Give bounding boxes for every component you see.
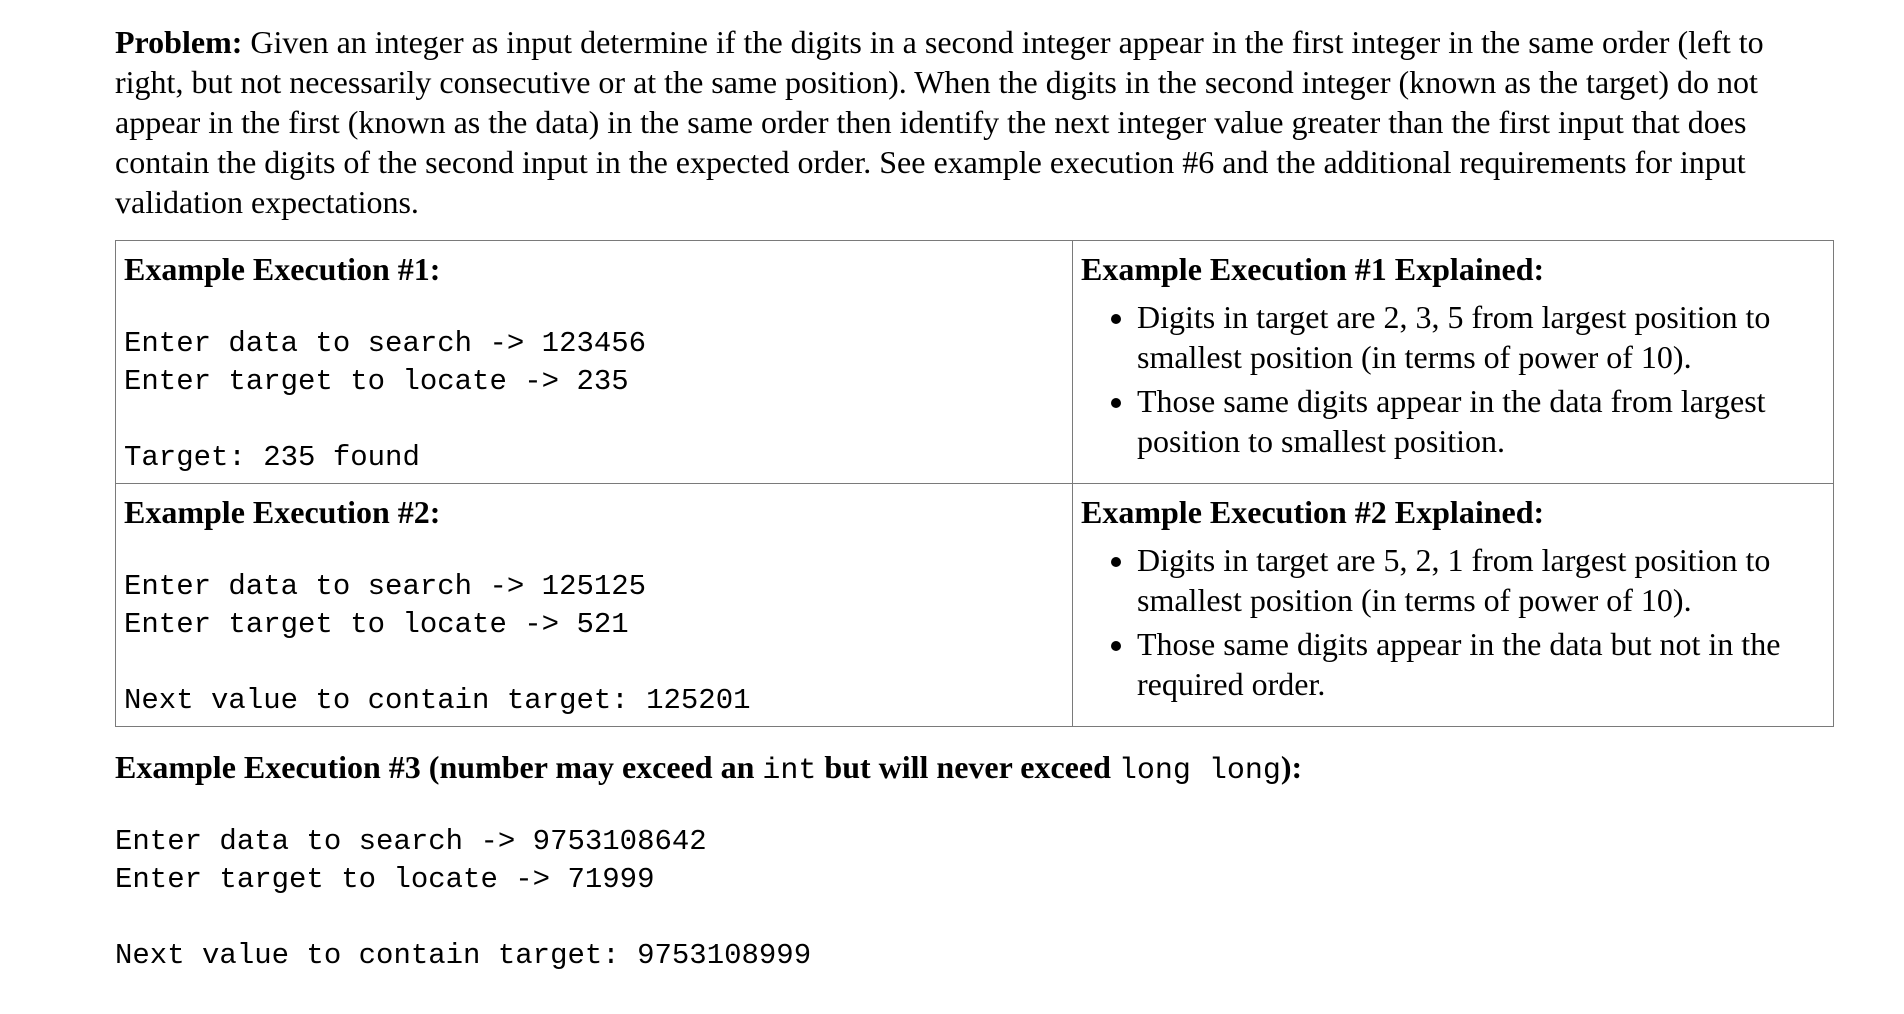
example-1-title: Example Execution #1: (124, 251, 441, 287)
example-2-bullet: • Those same digits appear in the data but not in the required order. (1137, 624, 1825, 704)
problem-statement (115, 22, 1835, 222)
example-3-code-int: int (762, 754, 817, 788)
example-1-target-line: Enter target to locate -> 235 (124, 365, 629, 398)
example-2-cell (116, 484, 1073, 727)
example-3-title (115, 747, 1835, 791)
example-1-bullet: • Those same digits appear in the data from largest position to smallest position. (1137, 381, 1825, 461)
example-2-result-line: Next value to contain target: 125201 (124, 684, 751, 717)
example-3-block (115, 823, 1835, 975)
example-1-explained-title: Example Execution #1 Explained: (1081, 251, 1545, 287)
example-3-title-part: ): (1280, 749, 1303, 785)
example-2-explained-title: Example Execution #2 Explained: (1081, 494, 1545, 530)
example-row-2 (116, 484, 1834, 727)
problem-label: Problem: (115, 24, 243, 60)
example-2-bullet-list (1081, 540, 1825, 704)
example-3-target-line: Enter target to locate -> 71999 (115, 863, 655, 896)
example-3-result-line: Next value to contain target: 9753108999 (115, 939, 812, 972)
example-2-explained-cell (1073, 484, 1834, 727)
example-1-bullet-list (1081, 297, 1825, 461)
example-2-data-line: Enter data to search -> 125125 (124, 570, 647, 603)
example-2-bullet: • Digits in target are 5, 2, 1 from largest position to smallest position (in terms of power of 10). (1137, 540, 1825, 620)
example-1-result-line: Target: 235 found (124, 441, 420, 474)
examples-table (115, 240, 1834, 727)
problem-text: Given an integer as input determine if the digits in a second integer appear in the first integer in the same order (left to right, but not necessarily consecutive or at the same position). When the digits in the second integer (known as the target) do not appear in the first (known as the data) in the same order then identify the next integer value greater than the first input that does contain the digits of the second input in the expected order. See example execution #6 and the additional requirements for input validation expectations. (115, 24, 1764, 220)
example-2-title: Example Execution #2: (124, 494, 441, 530)
example-1-cell (116, 241, 1073, 484)
example-1-explained-cell (1073, 241, 1834, 484)
example-1-bullet: • Digits in target are 2, 3, 5 from largest position to smallest position (in terms of power of 10). (1137, 297, 1825, 377)
example-3-title-part: but will never exceed (816, 749, 1119, 785)
example-3-title-part: Example Execution #3 (number may exceed an (115, 749, 763, 785)
example-3-code-long-long: long long (1118, 754, 1281, 788)
document-page (115, 22, 1835, 975)
example-1-data-line: Enter data to search -> 123456 (124, 327, 647, 360)
example-3-data-line: Enter data to search -> 9753108642 (115, 825, 707, 858)
example-row-1 (116, 241, 1834, 484)
example-2-target-line: Enter target to locate -> 521 (124, 608, 629, 641)
